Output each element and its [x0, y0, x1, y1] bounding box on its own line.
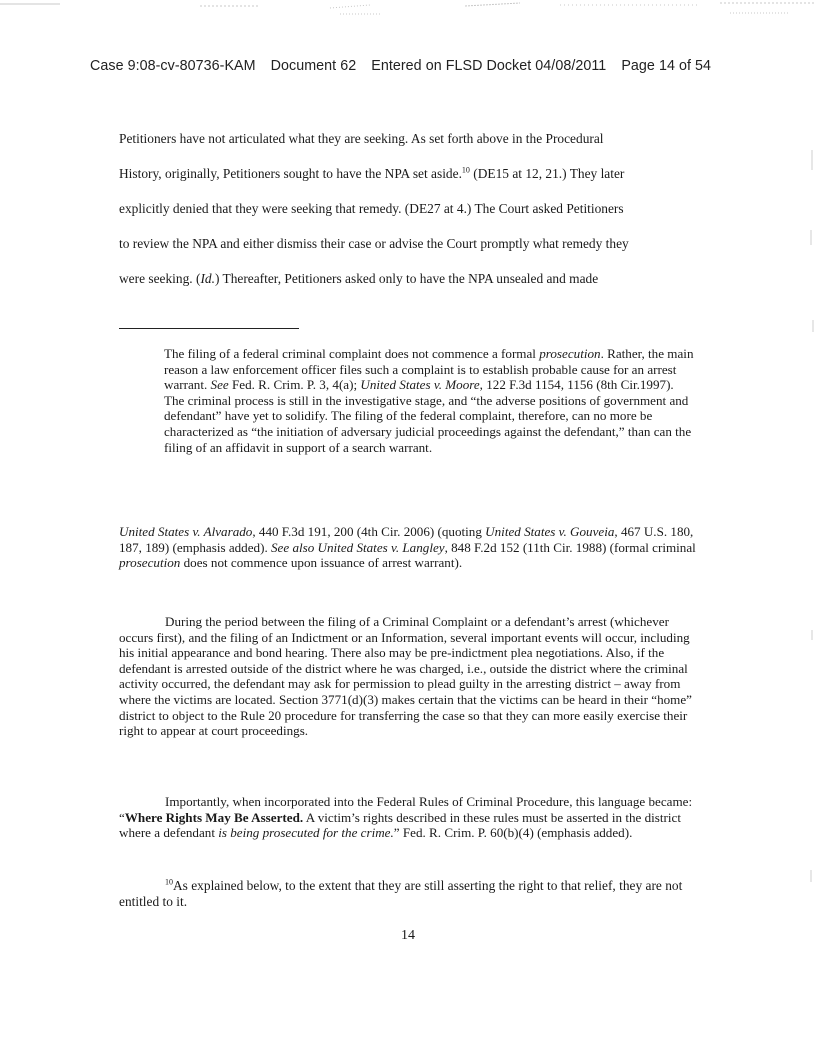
document-number: Document 62 [270, 58, 357, 74]
body-line: History, originally, Petitioners sought to have the NPA set aside.$^{10}$ (DE15 at 12, 21.) They later [119, 165, 625, 181]
body-line: were seeking. (Id.) Thereafter, Petitioners asked only to have the NPA unsealed and made [119, 271, 599, 286]
docket-entry-date: Entered on FLSD Docket 04/08/2011 [371, 58, 607, 74]
page-count: Page 14 of 54 [621, 58, 712, 74]
footnote-marker: 10 [165, 877, 173, 887]
footnote-reference: 10 [461, 165, 470, 175]
scan-edge-marks [808, 110, 816, 1010]
citation-paragraph: United States v. Alvarado, 440 F.3d 191, 200 (4th Cir. 2006) (quoting United States v. Gouveia, 467 U.S. 180, 187, 189) (emphasis added). See also United States v. Langley, 848 F.2d 152 (11th Cir. 1988) (formal criminal prosecution does not commence upon issuance of arrest warrant). [119, 524, 696, 571]
footnote-10: $^{10}$As explained below, to the extent that they are still asserting the right to that relief, they are not entitled to it. [119, 877, 683, 909]
case-number: Case 9:08-cv-80736-KAM [90, 58, 256, 74]
body-line: explicitly denied that they were seeking that remedy. (DE27 at 4.) The Court asked Petitioners [119, 201, 624, 216]
docket-header [90, 58, 770, 74]
scan-artifact-strip [0, 0, 816, 22]
body-line: to review the NPA and either dismiss their case or advise the Court promptly what remedy they [119, 236, 629, 251]
rights-asserted-paragraph: Importantly, when incorporated into the Federal Rules of Criminal Procedure, this language became: “Where Rights May Be Asserted. A victim’s rights described in these rules must be asserted in the district where a defendant is being prosecuted for the crime.” Fed. R. Crim. P. 60(b)(4) (emphasis added). [119, 794, 693, 841]
page-number: 14 [401, 928, 415, 943]
block-quote: The filing of a federal criminal complaint does not commence a formal prosecution. Rather, the main reason a law enforcement officer files such a complaint is to establish probable cause for an arrest warrant. See Fed. R. Crim. P. 3, 4(a); United States v. Moore, 122 F.3d 1154, 1156 (8th Cir.1997). The criminal process is still in the investigative stage, and “the adverse positions of government and defendant” have yet to solidify. The filing of the federal complaint, therefore, can no more be characterized as “the initiation of adversary judicial proceedings against the defendant,” than can the filing of an affidavit in support of a search warrant. [164, 346, 694, 455]
pre-indictment-paragraph: During the period between the filing of a Criminal Complaint or a defendant’s arrest (whichever occurs first), and the filing of an Indictment or an Information, several important events will occur, including his initial appearance and bond hearing. There also may be pre-indictment plea negotiations. Also, if the defendant is arrested outside of the district where he was charged, i.e., outside the district where the criminal activity occurred, the defendant may ask for permission to plead guilty in the arresting district – away from where the victims are located. Section 3771(d)(3) makes certain that the victims can be heard in their “home” district to object to the Rule 20 procedure for transferring the case so that they can more easily exercise their right to appear at court proceedings. [119, 614, 692, 739]
body-line: Petitioners have not articulated what they are seeking. As set forth above in the Procedural [119, 131, 604, 146]
footnote-divider [119, 328, 299, 329]
